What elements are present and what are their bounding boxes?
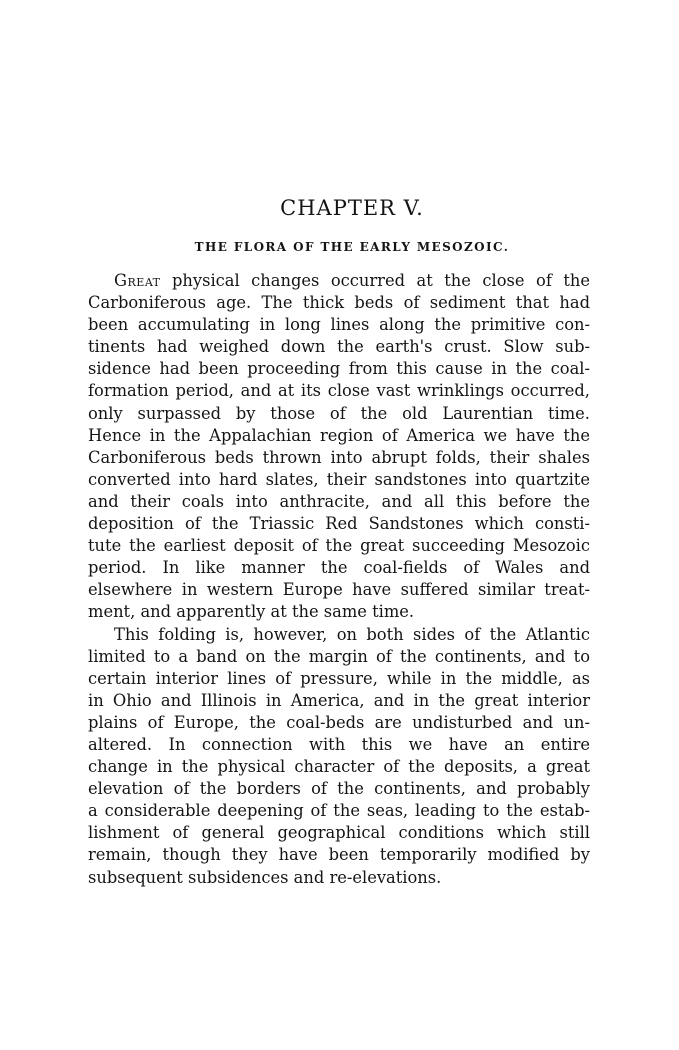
text-line: deposition of the Triassic Red Sandstones which consti- <box>88 514 590 534</box>
text-line: elsewhere in western Europe have suffered similar treat- <box>88 580 590 600</box>
text-line: altered. In connection with this we have an entire <box>88 734 590 754</box>
text-line: sidence had been proceeding from this cause in the coal- <box>88 359 590 379</box>
text-line: ment, and apparently at the same time. <box>88 602 415 622</box>
text-line: lishment of general geographical conditions which still <box>88 823 590 843</box>
text-line: This folding is, however, on both sides of the Atlantic <box>114 624 590 644</box>
text-line: tute the earliest deposit of the great succeeding Mesozoic <box>88 536 590 556</box>
text-line: only surpassed by those of the old Laurentian time. <box>88 403 590 423</box>
text-line: and their coals into anthracite, and all this before the <box>88 491 590 511</box>
text-line: elevation of the borders of the continents, and probably <box>88 779 590 799</box>
book-page <box>88 196 590 889</box>
text-line: certain interior lines of pressure, while in the middle, as <box>88 668 590 688</box>
paragraph-2 <box>88 624 590 889</box>
text-line: plains of Europe, the coal-beds are undisturbed and un- <box>88 712 590 732</box>
text-line: Carboniferous age. The thick beds of sediment that had <box>88 293 590 313</box>
text-line: tinents had weighed down the earth's crust. Slow sub- <box>88 337 590 357</box>
text-line: a considerable deepening of the seas, leading to the estab- <box>88 801 590 821</box>
chapter-title: CHAPTER V. <box>280 196 424 220</box>
section-title: THE FLORA OF THE EARLY MESOZOIC. <box>194 240 510 254</box>
paragraph-1 <box>88 270 590 624</box>
text-line: converted into hard slates, their sandstones into quartzite <box>88 469 590 489</box>
text-line: change in the physical character of the deposits, a great <box>88 757 590 777</box>
lead-word: Great <box>114 271 161 290</box>
text-line: limited to a band on the margin of the continents, and to <box>88 646 590 666</box>
text-line: Carboniferous beds thrown into abrupt folds, their shales <box>88 447 590 467</box>
text-line: Hence in the Appalachian region of America we have the <box>88 425 590 445</box>
text-line: been accumulating in long lines along the primitive con- <box>88 315 590 335</box>
text-line: in Ohio and Illinois in America, and in the great interior <box>88 690 590 710</box>
text-line: subsequent subsidences and re-elevations. <box>88 867 442 887</box>
text-line: Great physical changes occurred at the close of the <box>114 271 590 290</box>
text-line: period. In like manner the coal-fields of Wales and <box>88 558 590 578</box>
text-line: remain, though they have been temporarily modified by <box>88 845 590 865</box>
text-line: formation period, and at its close vast wrinklings occurred, <box>88 381 590 401</box>
